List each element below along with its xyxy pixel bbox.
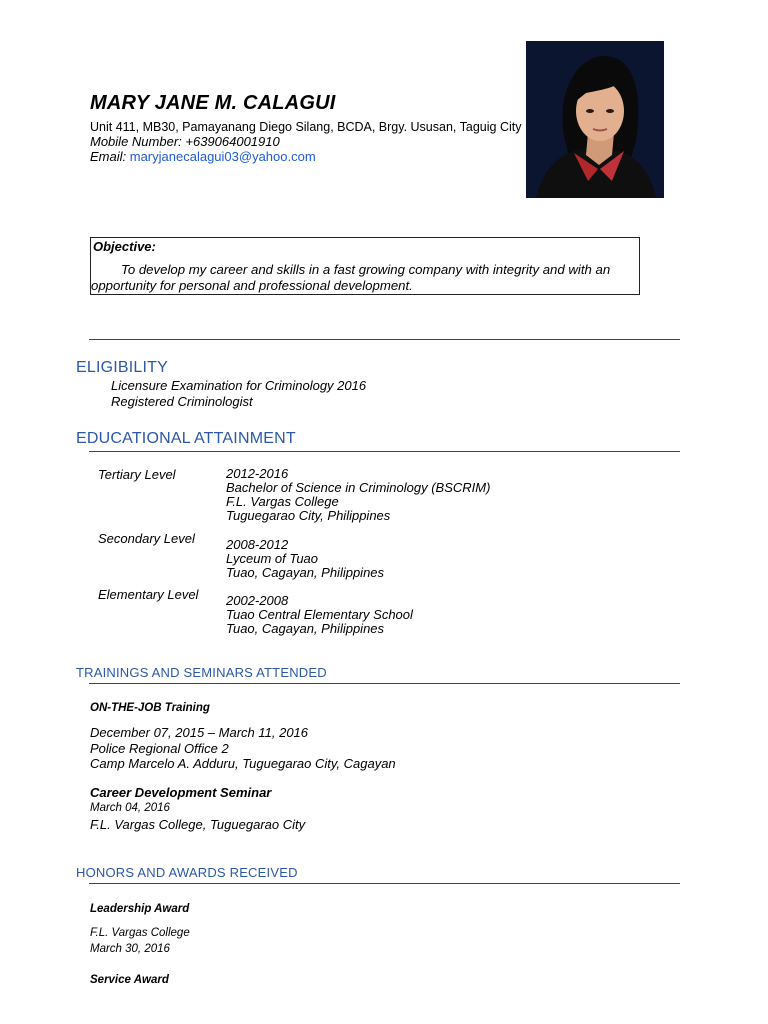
education-line: Tuao Central Elementary School <box>226 607 413 622</box>
trainings-title: TRAININGS AND SEMINARS ATTENDED <box>76 665 327 680</box>
award-label: Service Award <box>90 974 169 986</box>
divider <box>89 683 680 684</box>
email-line <box>90 149 316 164</box>
education-line: Tuao, Cagayan, Philippines <box>226 621 385 636</box>
education-details <box>226 594 413 636</box>
applicant-name: MARY JANE M. CALAGUI <box>90 92 336 114</box>
divider <box>89 339 680 340</box>
objective-text: To develop my career and skills in a fast growing company with integrity and with an opportunity for personal and professional development. <box>91 262 611 293</box>
education-details <box>226 467 490 523</box>
education-line: F.L. Vargas College <box>226 494 339 509</box>
email-label: Email: <box>90 149 127 164</box>
divider <box>89 883 680 884</box>
profile-photo <box>526 41 664 198</box>
education-line: Tuao, Cagayan, Philippines <box>226 565 385 580</box>
ojt-details <box>90 725 396 771</box>
education-line: 2002-2008 <box>226 593 289 608</box>
seminar-label: Career Development Seminar <box>90 785 272 800</box>
mobile-number: Mobile Number: +639064001910 <box>90 134 280 149</box>
award-place: F.L. Vargas College <box>90 927 190 939</box>
education-title: EDUCATIONAL ATTAINMENT <box>76 430 296 447</box>
education-line: 2008-2012 <box>226 537 289 552</box>
objective-box <box>90 237 640 295</box>
education-level-label: Elementary Level <box>98 587 199 602</box>
email-link[interactable]: maryjanecalagui03@yahoo.com <box>129 149 316 164</box>
ojt-label: ON-THE-JOB Training <box>90 702 210 714</box>
education-level-label: Tertiary Level <box>98 467 176 482</box>
education-line: Lyceum of Tuao <box>226 551 319 566</box>
education-details <box>226 538 384 580</box>
eligibility-item: Licensure Examination for Criminology 2016 <box>111 378 367 393</box>
ojt-line: December 07, 2015 – March 11, 2016 <box>90 725 309 740</box>
honors-title: HONORS AND AWARDS RECEIVED <box>76 865 298 880</box>
eligibility-item: Registered Criminologist <box>111 394 253 409</box>
seminar-place: F.L. Vargas College, Tuguegarao City <box>90 817 306 832</box>
address-line: Unit 411, MB30, Pamayanang Diego Silang, BCDA, Brgy. Ususan, Taguig City <box>90 120 522 134</box>
ojt-line: Camp Marcelo A. Adduru, Tuguegarao City, Cagayan <box>90 756 396 771</box>
divider <box>89 451 680 452</box>
education-level-label: Secondary Level <box>98 531 195 546</box>
objective-label: Objective: <box>93 239 156 254</box>
education-line: Bachelor of Science in Criminology (BSCRIM) <box>226 480 491 495</box>
education-line: 2012-2016 <box>226 466 289 481</box>
ojt-line: Police Regional Office 2 <box>90 741 229 756</box>
eligibility-title: ELIGIBILITY <box>76 359 169 376</box>
award-label: Leadership Award <box>90 903 190 915</box>
seminar-date: March 04, 2016 <box>90 802 170 814</box>
education-line: Tuguegarao City, Philippines <box>226 508 391 523</box>
award-date: March 30, 2016 <box>90 943 170 955</box>
